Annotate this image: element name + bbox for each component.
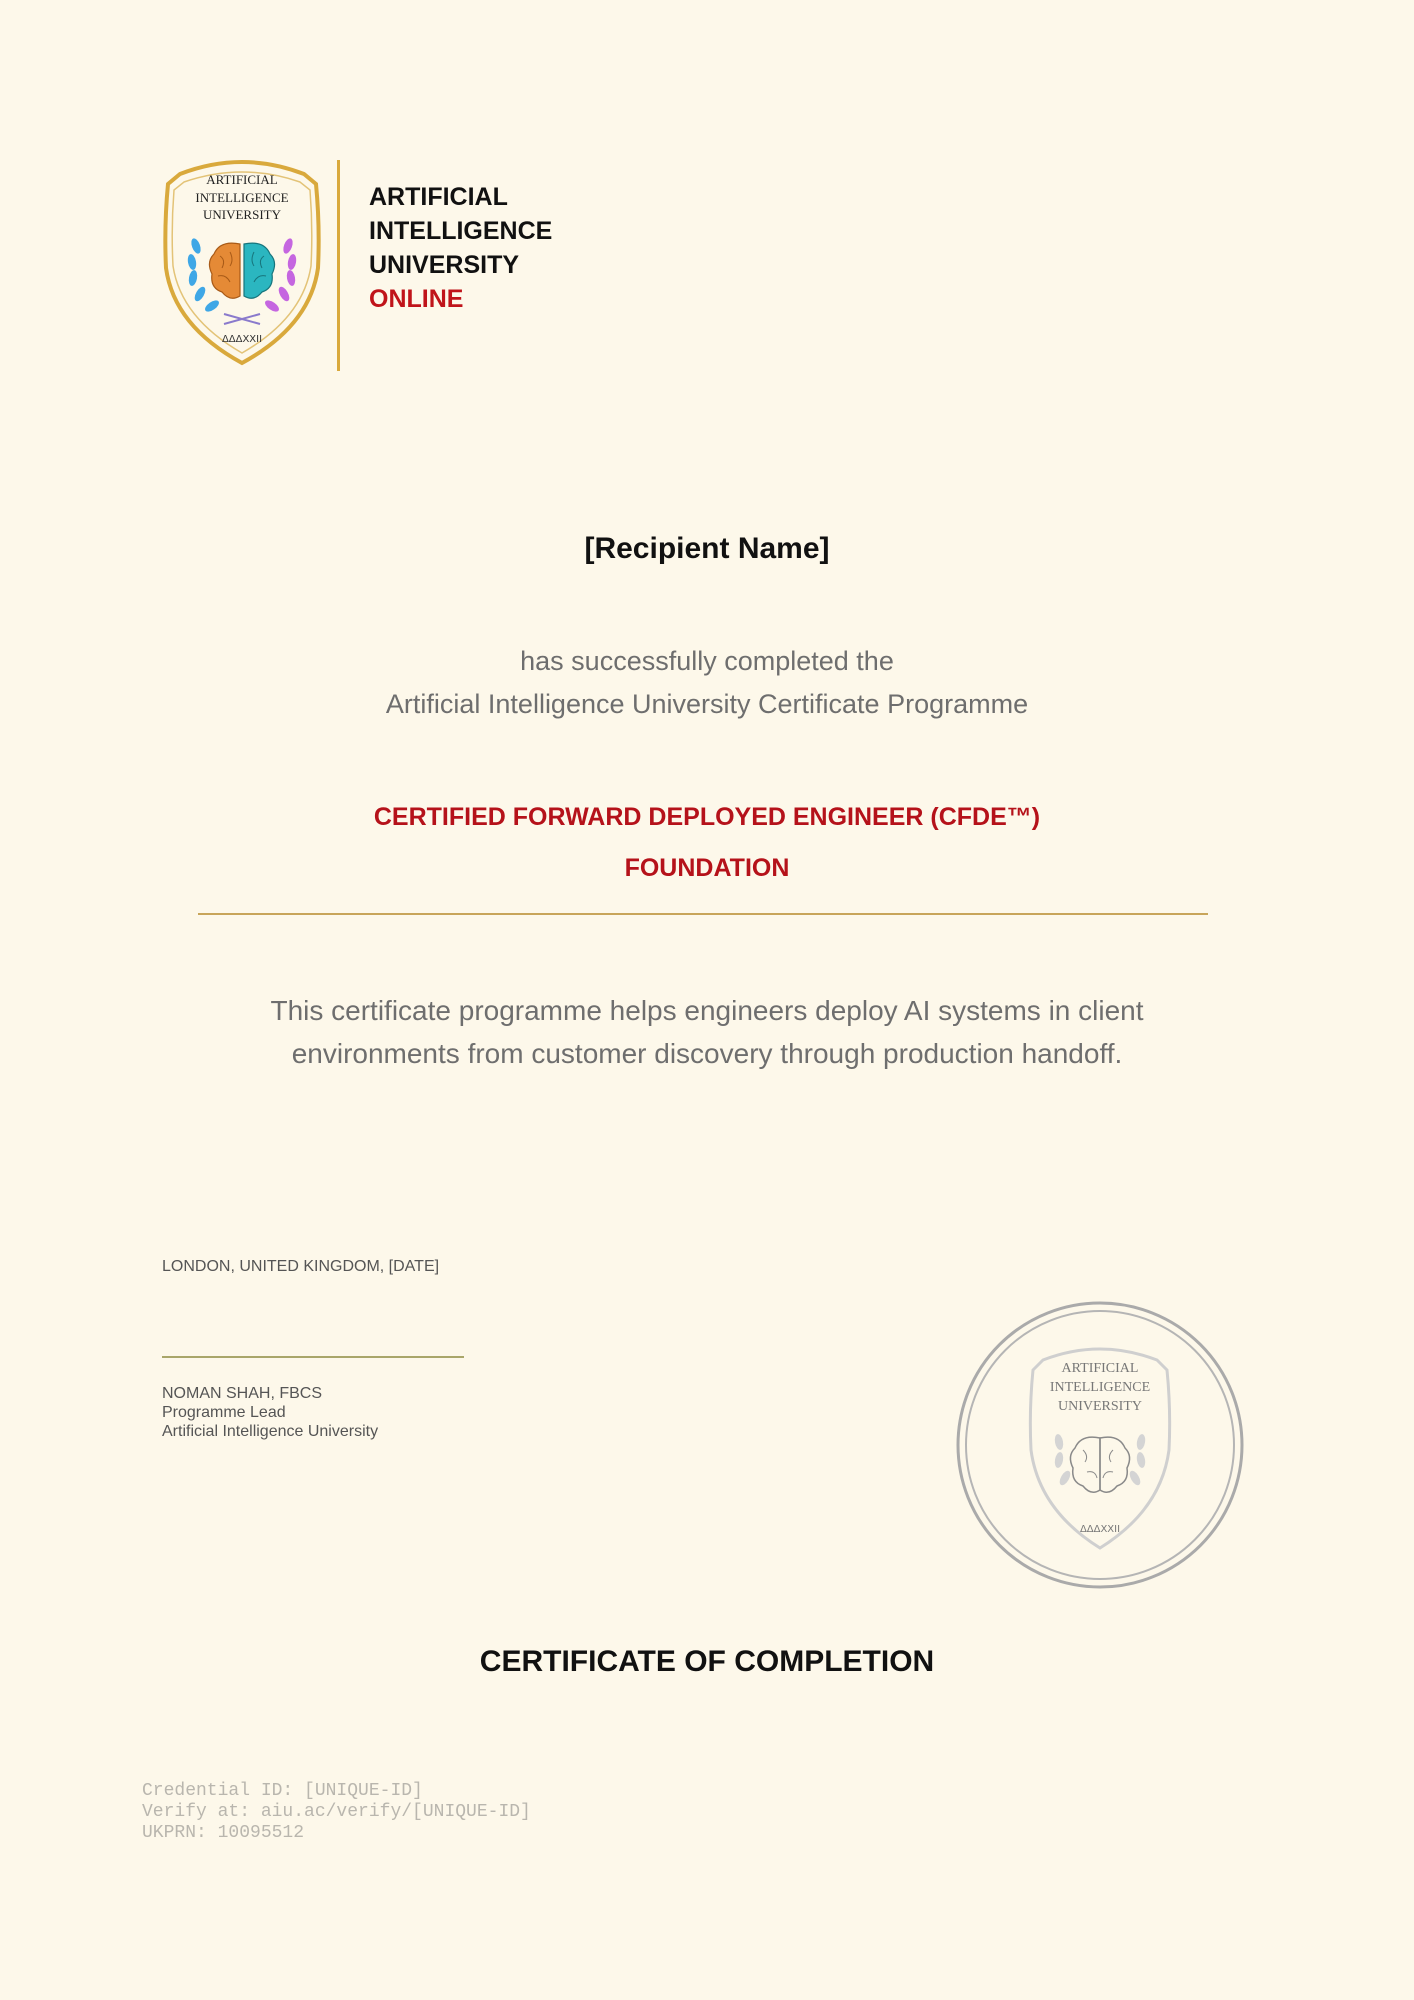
header-divider [337, 160, 340, 371]
section-divider [198, 913, 1208, 915]
signatory-block [162, 1384, 378, 1441]
credential-block [142, 1781, 531, 1844]
svg-text:ΔΔΔΧΧII: ΔΔΔΧΧII [1079, 1524, 1121, 1535]
signatory-role: Programme Lead [162, 1404, 286, 1421]
svg-text:ΔΔΔΧΧII: ΔΔΔΧΧII [221, 334, 263, 345]
seal-icon [955, 1300, 1245, 1590]
svg-text:INTELLIGENCE: INTELLIGENCE [195, 190, 289, 205]
university-name [369, 180, 552, 316]
completion-line: Artificial Intelligence University Certificate Programme [385, 689, 1029, 719]
program-level: FOUNDATION [624, 854, 790, 882]
university-seal [955, 1300, 1245, 1590]
university-crest-logo [160, 156, 324, 370]
university-name-line: UNIVERSITY [369, 251, 520, 279]
svg-text:ARTIFICIAL: ARTIFICIAL [206, 172, 278, 187]
program-title-line: CERTIFIED FORWARD DEPLOYED ENGINEER (CFDE™) [373, 803, 1041, 831]
signatory-institution: Artificial Intelligence University [162, 1423, 379, 1440]
ukprn: UKPRN: 10095512 [142, 1823, 305, 1843]
certificate-title: CERTIFICATE OF COMPLETION [479, 1645, 935, 1678]
completion-statement [0, 640, 1414, 726]
program-description: This certificate programme helps engineers deploy AI systems in client environments from customer discovery through production handoff. [270, 995, 1144, 1069]
university-name-line: ARTIFICIAL [369, 183, 508, 211]
recipient-name: [Recipient Name] [584, 532, 830, 565]
program-title [0, 792, 1414, 894]
crest-shield-icon [160, 156, 324, 370]
svg-text:UNIVERSITY: UNIVERSITY [203, 207, 281, 222]
completion-line: has successfully completed the [520, 646, 894, 676]
verify-url[interactable]: Verify at: aiu.ac/verify/[UNIQUE-ID] [142, 1802, 531, 1822]
signature-line [162, 1356, 464, 1358]
place-date: LONDON, UNITED KINGDOM, [DATE] [162, 1258, 440, 1275]
svg-text:UNIVERSITY: UNIVERSITY [1058, 1399, 1142, 1414]
signatory-name: NOMAN SHAH, FBCS [162, 1385, 323, 1402]
svg-text:INTELLIGENCE: INTELLIGENCE [1049, 1380, 1151, 1395]
university-online-label: ONLINE [369, 285, 464, 313]
svg-text:ARTIFICIAL: ARTIFICIAL [1061, 1361, 1139, 1376]
university-name-line: INTELLIGENCE [369, 217, 553, 245]
credential-id: Credential ID: [UNIQUE-ID] [142, 1781, 423, 1801]
